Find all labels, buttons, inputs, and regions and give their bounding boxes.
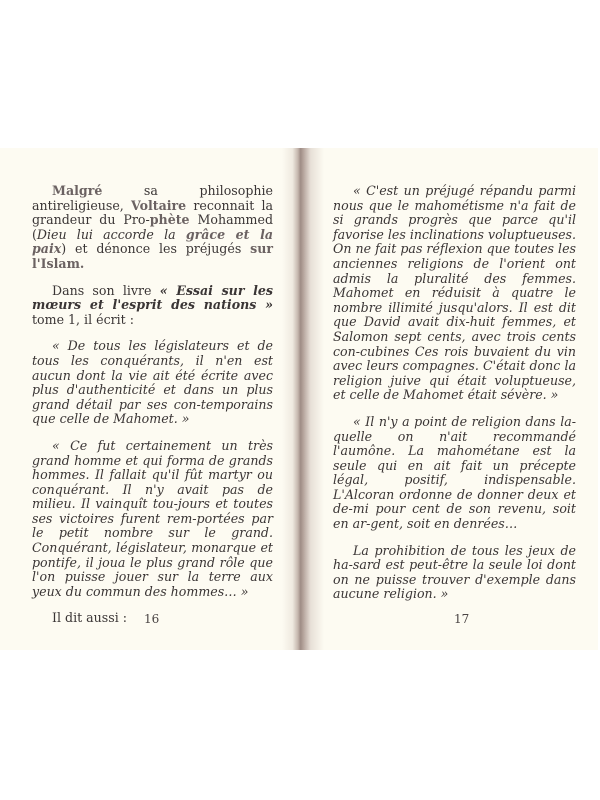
faded-word: phète xyxy=(149,212,190,228)
page-number-left: 16 xyxy=(144,612,160,626)
left-page xyxy=(0,148,298,650)
paragraph-il-dit-aussi: Il dit aussi : xyxy=(52,610,127,626)
open-book-spread xyxy=(0,148,598,650)
quote-paragraph-2: « Ce fut certainement un très grand homme et qui forma de grands hommes. Il fallait qu'il fût martyr ou conquérant. Il n'y avait pas de milieu. Il vainquît tou-jours et toutes ses victoires furent rem-portées par le petit nombre sur le grand. Conquérant, législateur, monarque et pontife, il joua le plus grand rôle que l'on puisse jouer sur la terre aux yeux du commun des hommes… » xyxy=(32,437,273,599)
right-page-text xyxy=(333,184,576,614)
right-page xyxy=(298,148,598,650)
quote-paragraph-3: « C'est un préjugé répandu parmi nous que le mahométisme n'a fait de si grands progrès que parce qu'il favorise les inclinations voluptueuses. On ne fait pas réflexion que toutes les anciennes religions de l'orient ont admis la pluralité des femmes. Mahomet en réduisit à quatre le nombre illimité jusqu'alors. Il est dit que David avait dix-huit femmes, et Salomon sept cents, avec trois cents con-cubines Ces rois buvaient du vin avec leurs compagnes. C'était donc la religion juive qui était voluptueuse, et celle de Mahomet était sévère. » xyxy=(333,183,576,403)
blessing-text-faded: grâce et la paix xyxy=(32,226,274,257)
blessing-text: Dieu lui accorde la xyxy=(36,226,186,242)
faded-word: Malgré xyxy=(52,183,103,198)
quote-paragraph-1: « De tous les législateurs et de tous les conquérants, il n'en est aucun dont la vie ait été écrite avec plus d'authenticité et dans un plus grand détail par ses con-temporains que celle de Mahomet. » xyxy=(32,338,273,427)
faded-word: sur l'Islam. xyxy=(32,241,273,271)
book-spine-shadow xyxy=(282,148,324,650)
left-page-text xyxy=(32,184,273,638)
quote-paragraph-5: La prohibition de tous les jeux de ha-sard est peut-être la seule loi dont on ne puisse trouver d'exemple dans aucune religion. » xyxy=(333,542,576,602)
quote-paragraph-4: « Il n'y a point de religion dans la-quelle on n'ait recommandé l'aumône. La mahométane est la seule qui en ait fait un précepte légal, positif, indispensable. L'Alcoran ordonne de donner deux et de-mi pour cent de son revenu, soit en ar-gent, soit en denrées… xyxy=(333,413,576,532)
faded-word: Voltaire xyxy=(130,197,187,213)
paragraph-book-reference: Dans son livre « Essai sur les mœurs et l'esprit des nations » tome 1, il écrit : xyxy=(32,282,273,327)
book-title: « Essai sur les mœurs et l'esprit des nations » xyxy=(32,282,273,313)
paragraph-voltaire-intro: Malgré sa philosophie antireligieuse, Voltaire reconnait la grandeur du Pro-phète Mohammed (Dieu lui accorde la grâce et la paix) et dénonce les préjugés sur l'Islam. xyxy=(32,183,274,271)
page-number-right: 17 xyxy=(454,612,470,626)
